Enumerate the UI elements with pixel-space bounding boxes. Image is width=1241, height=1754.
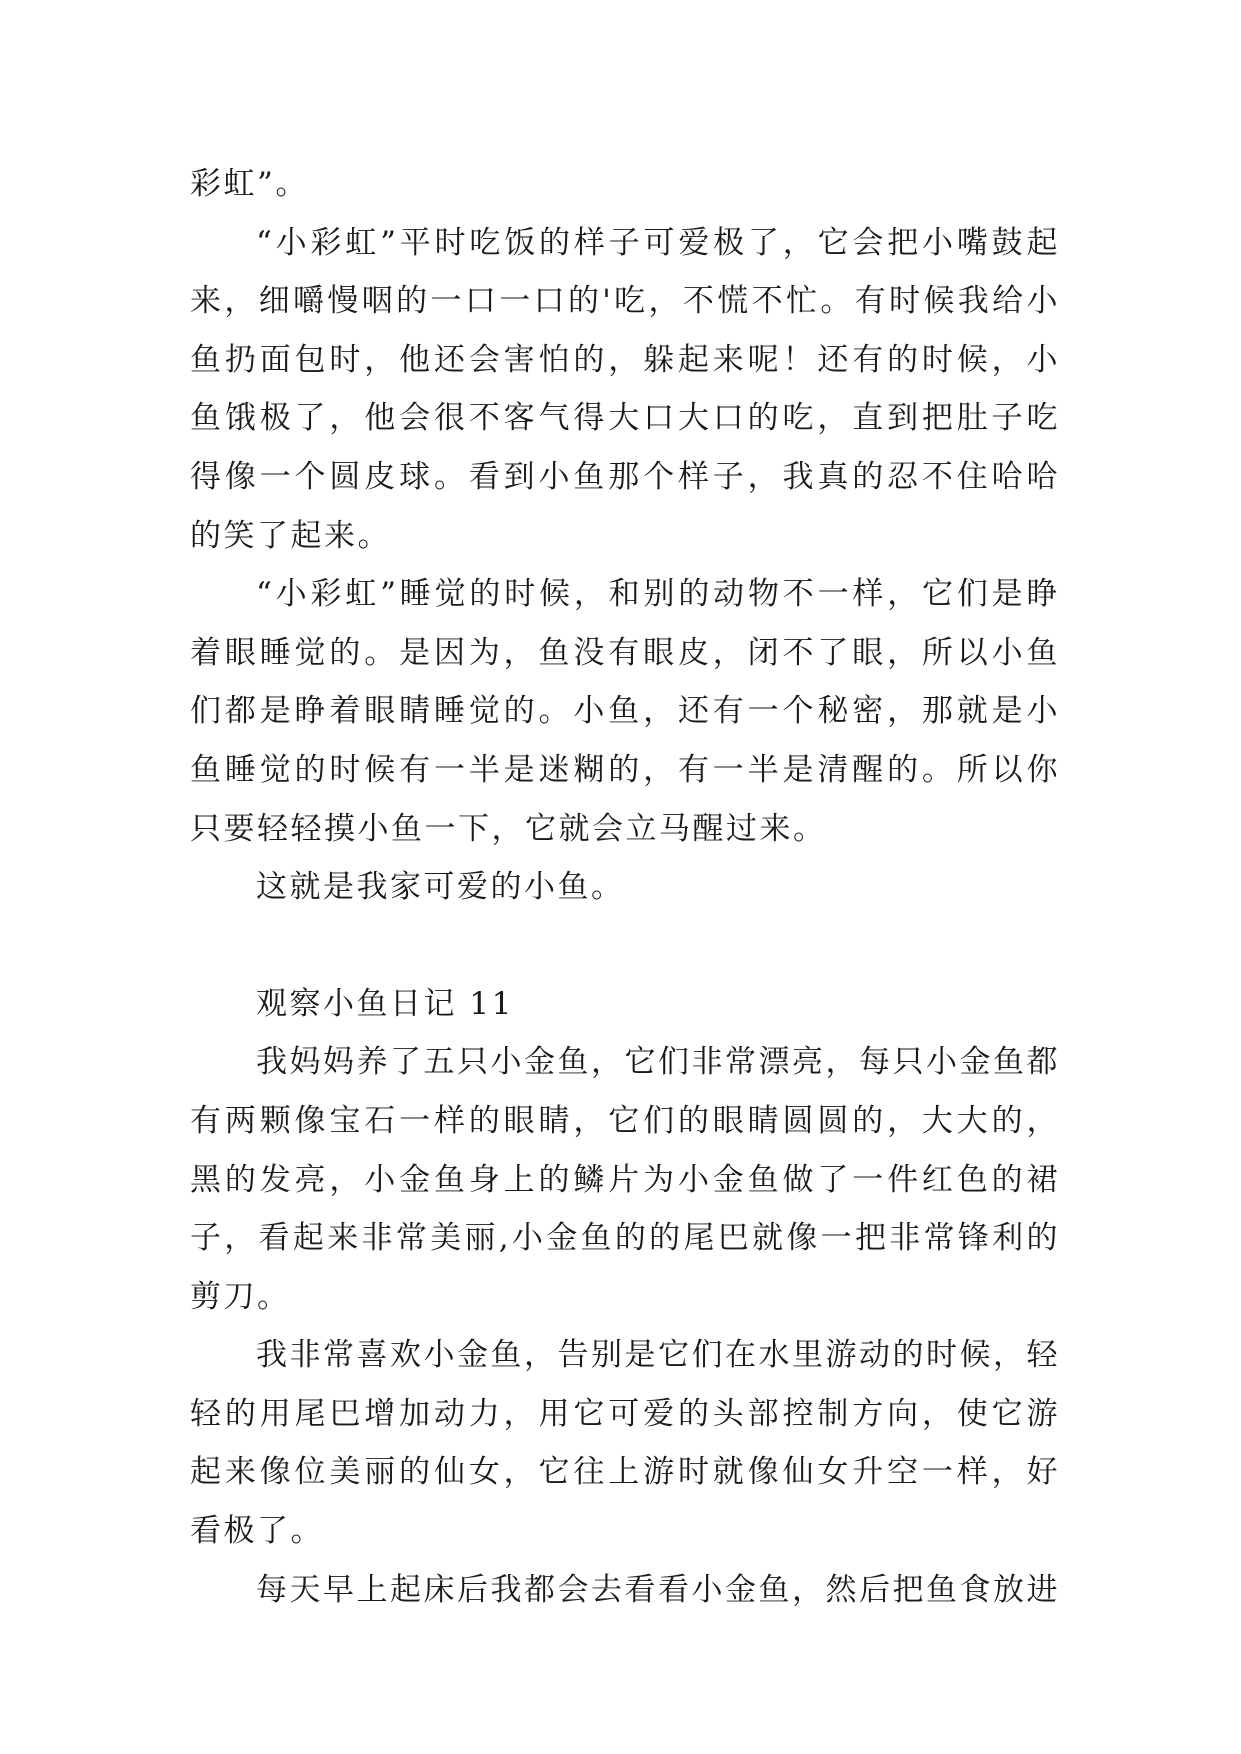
paragraph-goldfish-feeding: 每天早上起床后我都会去看看小金鱼，然后把鱼食放进: [256, 1571, 1060, 1608]
paragraph-sleeping: “小彩虹”睡觉的时候，和别的动物不一样，它们是睁着眼睡觉的。是因为，鱼没有眼皮，闭不了眼，所以小鱼们都是睁着眼睛睡觉的。小鱼，还有一个秘密，那就是小鱼睡觉的时候有一半是迷糊的，有一半是清醒的。所以你只要轻轻摸小鱼一下，它就会立马醒过来。: [190, 576, 1060, 847]
paragraph-eating: “小彩虹”平时吃饭的样子可爱极了，它会把小嘴鼓起来，细嚼慢咽的一口一口的'吃，不慌不忙。有时候我给小鱼扔面包时，他还会害怕的，躲起来呢！还有的时候，小鱼饿极了，他会很不客气得大口大口的吃，直到把肚子吃得像一个圆皮球。看到小鱼那个样子，我真的忍不住哈哈的笑了起来。: [190, 224, 1060, 554]
document-page: [190, 155, 1060, 1619]
paragraph-continuation: 彩虹”。: [190, 166, 309, 202]
section-title: 观察小鱼日记 11: [256, 985, 514, 1022]
paragraph-conclusion: 这就是我家可爱的小鱼。: [256, 869, 625, 906]
paragraph-goldfish-appearance: 我妈妈养了五只小金鱼，它们非常漂亮，每只小金鱼都有两颗像宝石一样的眼睛，它们的眼睛圆圆的，大大的，黑的发亮，小金鱼身上的鳞片为小金鱼做了一件红色的裙子，看起来非常美丽,小金鱼的的尾巴就像一把非常锋利的剪刀。: [190, 1044, 1060, 1315]
section-gap: [190, 917, 1060, 975]
paragraph-goldfish-swimming: 我非常喜欢小金鱼，告别是它们在水里游动的时候，轻轻的用尾巴增加动力，用它可爱的头部控制方向，使它游起来像位美丽的仙女，它往上游时就像仙女升空一样，好看极了。: [190, 1337, 1060, 1550]
